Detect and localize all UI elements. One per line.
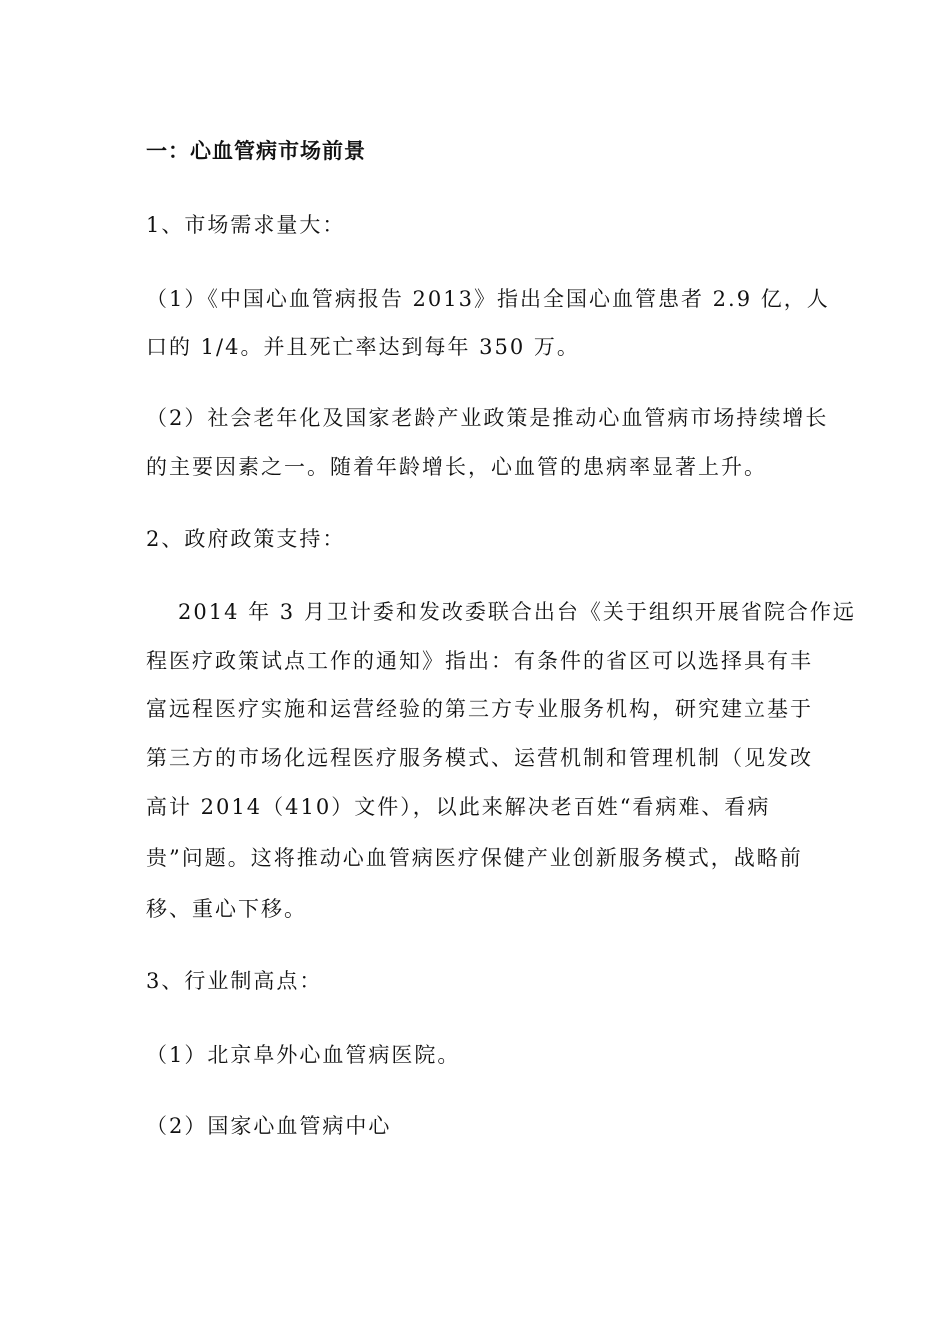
section1-item1-line2: 口的 1/4。并且死亡率达到每年 350 万。 <box>146 335 580 359</box>
section2-para-line: 2014 年 3 月卫计委和发改委联合出台《关于组织开展省院合作远 <box>178 600 856 624</box>
section2-para-line: 高计 2014（410）文件），以此来解决老百姓“看病难、看病 <box>146 795 771 819</box>
section1-heading: 1、市场需求量大： <box>146 213 346 237</box>
section2-para-line: 第三方的市场化远程医疗服务模式、运营机制和管理机制（见发改 <box>146 746 813 770</box>
section1-item1-line1: （1）《中国心血管病报告 2013》指出全国心血管患者 2.9 亿，人 <box>146 287 830 311</box>
section2-para-line: 移、重心下移。 <box>146 897 307 921</box>
section2-para-line: 程医疗政策试点工作的通知》指出：有条件的省区可以选择具有丰 <box>146 649 813 673</box>
section2-heading: 2、政府政策支持： <box>146 527 346 551</box>
section3-heading: 3、行业制高点： <box>146 969 323 993</box>
section2-para-line: 贵”问题。这将推动心血管病医疗保健产业创新服务模式，战略前 <box>146 846 803 870</box>
section1-item2-line2: 的主要因素之一。随着年龄增长，心血管的患病率显著上升。 <box>146 455 767 479</box>
document-title: 一：心血管病市场前景 <box>146 139 366 163</box>
section3-item1: （1）北京阜外心血管病医院。 <box>146 1043 461 1067</box>
section1-item2-line1: （2）社会老年化及国家老龄产业政策是推动心血管病市场持续增长 <box>146 406 829 430</box>
section2-para-line: 富远程医疗实施和运营经验的第三方专业服务机构，研究建立基于 <box>146 697 813 721</box>
section3-item2: （2）国家心血管病中心 <box>146 1114 392 1138</box>
